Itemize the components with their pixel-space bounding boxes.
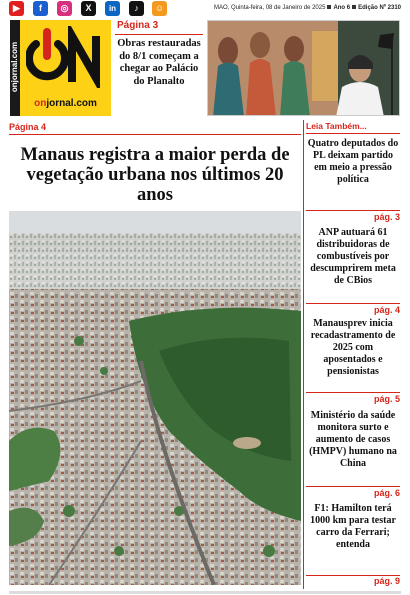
vertical-url-strip (10, 20, 20, 116)
teaser-page-label: Página 3 (117, 20, 159, 31)
sidebar-divider (303, 120, 304, 590)
edition-info (214, 4, 401, 12)
vertical-url: onjornal.com (10, 41, 19, 93)
photo-illustration (208, 21, 400, 116)
city-date: MAO, Quinta-feira, 08 de Janeiro de 2025 (214, 5, 326, 11)
main-page-label: Página 4 (9, 122, 47, 132)
year-label: Ano 6 (333, 5, 351, 11)
aerial-photo-illustration (9, 211, 301, 585)
logo-url: onjornal.com (34, 98, 97, 109)
main-headline[interactable]: Manaus registra a maior perda de vegetação urbana nos últimos 20 anos (20, 145, 290, 205)
sidebar-item-text: Quatro deputados do PL deixam partido em meio a pressão política (307, 138, 399, 185)
footer-strip (9, 591, 401, 594)
linkedin-icon[interactable]: in (105, 1, 120, 16)
teaser-headline: Obras restauradas do 8/1 começam a chegar ao Palácio do Planalto (117, 38, 201, 87)
top-bar (0, 0, 410, 18)
sidebar-item[interactable] (306, 227, 400, 319)
sidebar-item-text: Ministério da saúde monitora surto e aumento de casos (HMPV) humano na China (309, 410, 397, 469)
sidebar-heading-rule (306, 133, 400, 134)
teaser-box[interactable] (115, 20, 203, 116)
facebook-icon[interactable]: f (33, 1, 48, 16)
sidebar-item-page: pág. 5 (373, 394, 400, 404)
aerial-city-photo[interactable] (9, 211, 301, 585)
sidebar-item[interactable] (306, 410, 400, 500)
logo[interactable] (20, 20, 111, 116)
sidebar-item-page: pág. 4 (373, 305, 400, 315)
sidebar-heading: Leia Também... (306, 121, 367, 131)
youtube-icon[interactable]: ▶ (9, 1, 24, 16)
tiktok-icon[interactable]: ♪ (129, 1, 144, 16)
sidebar-item[interactable] (306, 318, 400, 406)
sidebar-item-text: Manausprev inicia recadastramento de 2025 com aposentados e pensionistas (310, 318, 396, 377)
sidebar-item-text: ANP autuará 61 distribuidoras de combustíveis por descumprirem meta de CBios (310, 227, 396, 286)
teaser-divider (115, 34, 203, 35)
instagram-icon[interactable]: ◎ (57, 1, 72, 16)
sidebar-item-text: F1: Hamilton terá 1000 km para testar carro da Ferrari; entenda (310, 503, 396, 550)
art-restoration-photo[interactable] (207, 20, 400, 116)
sidebar-item-rule (306, 303, 400, 304)
sidebar-item[interactable] (306, 138, 400, 224)
main-divider (9, 134, 301, 135)
sidebar-item-rule (306, 392, 400, 393)
sidebar-item-rule (306, 486, 400, 487)
sidebar-item-page: pág. 3 (373, 212, 400, 222)
sidebar-item[interactable] (306, 503, 400, 589)
power-on-logo-icon (26, 26, 105, 88)
sidebar-item-page: pág. 9 (373, 576, 400, 586)
sidebar-item-page: pág. 6 (373, 488, 400, 498)
other-social-icon[interactable]: ☺ (152, 1, 167, 16)
x-icon[interactable]: X (81, 1, 96, 16)
sidebar-item-rule (306, 210, 400, 211)
edition-number: Edição Nº 2310 (358, 5, 401, 11)
